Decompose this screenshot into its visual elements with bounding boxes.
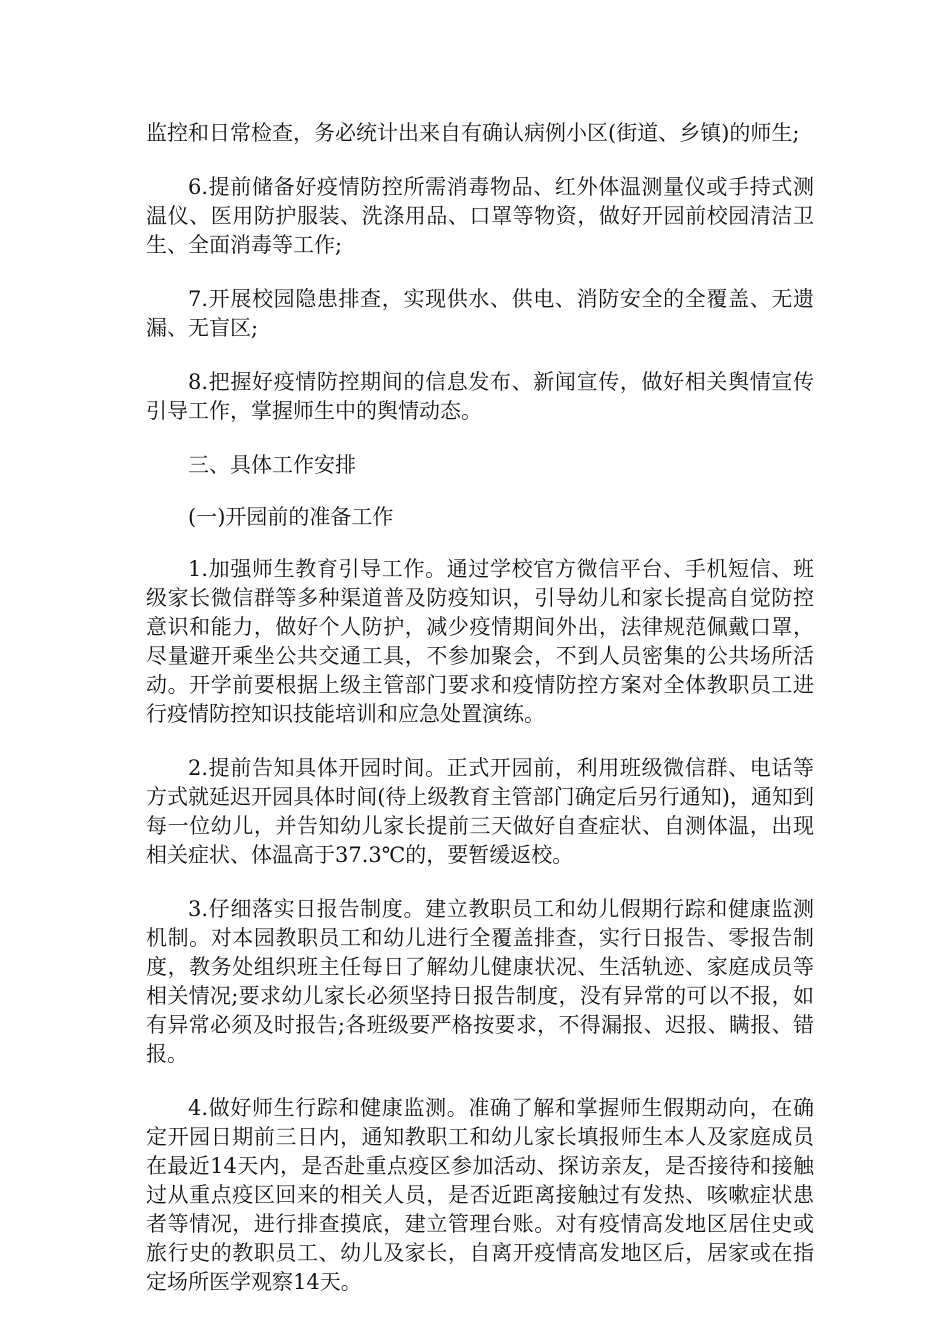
paragraph-item-1: 1.加强师生教育引导工作。通过学校官方微信平台、手机短信、班级家长微信群等多种渠道普及防疫知识，引导幼儿和家长提高自觉防控意识和能力，做好个人防护，减少疫情期间外出，法律规范佩戴口罩，尽量避开乘坐公共交通工具，不参加聚会，不到人员密集的公共场所活动。开学前要根据上级主管部门要求和疫情防控方案对全体教职员工进行疫情防控知识技能培训和应急处置演练。	[146, 557, 814, 726]
document-body	[146, 119, 814, 1322]
section-heading: 三、具体工作安排	[188, 453, 356, 477]
paragraph-item-6: 6.提前储备好疫情防控所需消毒物品、红外体温测量仪或手持式测温仪、医用防护服装、洗涤用品、口罩等物资，做好开园前校园清洁卫生、全面消毒等工作;	[146, 175, 814, 257]
paragraph-item-8: 8.把握好疫情防控期间的信息发布、新闻宣传，做好相关舆情宣传引导工作，掌握师生中的舆情动态。	[146, 370, 814, 423]
paragraph-item-4: 4.做好师生行踪和健康监测。准确了解和掌握师生假期动向，在确定开园日期前三日内，通知教职工和幼儿家长填报师生本人及家庭成员在最近14天内，是否赴重点疫区参加活动、探访亲友，是否接待和接触过从重点疫区回来的相关人员，是否近距离接触过有发热、咳嗽症状患者等情况，进行排查摸底，建立管理台账。对有疫情高发地区居住史或旅行史的教职员工、幼儿及家长，自离开疫情高发地区后，居家或在指定场所医学观察14天。	[146, 1096, 814, 1294]
paragraph-item-3: 3.仔细落实日报告制度。建立教职员工和幼儿假期行踪和健康监测机制。对本园教职员工和幼儿进行全覆盖排查，实行日报告、零报告制度，教务处组织班主任每日了解幼儿健康状况、生活轨迹、家庭成员等相关情况;要求幼儿家长必须坚持日报告制度，没有异常的可以不报，如有异常必须及时报告;各班级要严格按要求，不得漏报、迟报、瞒报、错报。	[146, 897, 814, 1066]
paragraph-item-7: 7.开展校园隐患排查，实现供水、供电、消防安全的全覆盖、无遗漏、无盲区;	[146, 287, 814, 340]
paragraph-item-2: 2.提前告知具体开园时间。正式开园前，利用班级微信群、电话等方式就延迟开园具体时间(待上级教育主管部门确定后另行通知)，通知到每一位幼儿，并告知幼儿家长提前三天做好自查症状、自测体温，出现相关症状、体温高于37.3℃的，要暂缓返校。	[146, 756, 814, 867]
subsection-heading: (一)开园前的准备工作	[188, 505, 394, 529]
paragraph-continuation: 监控和日常检查，务必统计出来自有确认病例小区(街道、乡镇)的师生;	[146, 121, 800, 145]
